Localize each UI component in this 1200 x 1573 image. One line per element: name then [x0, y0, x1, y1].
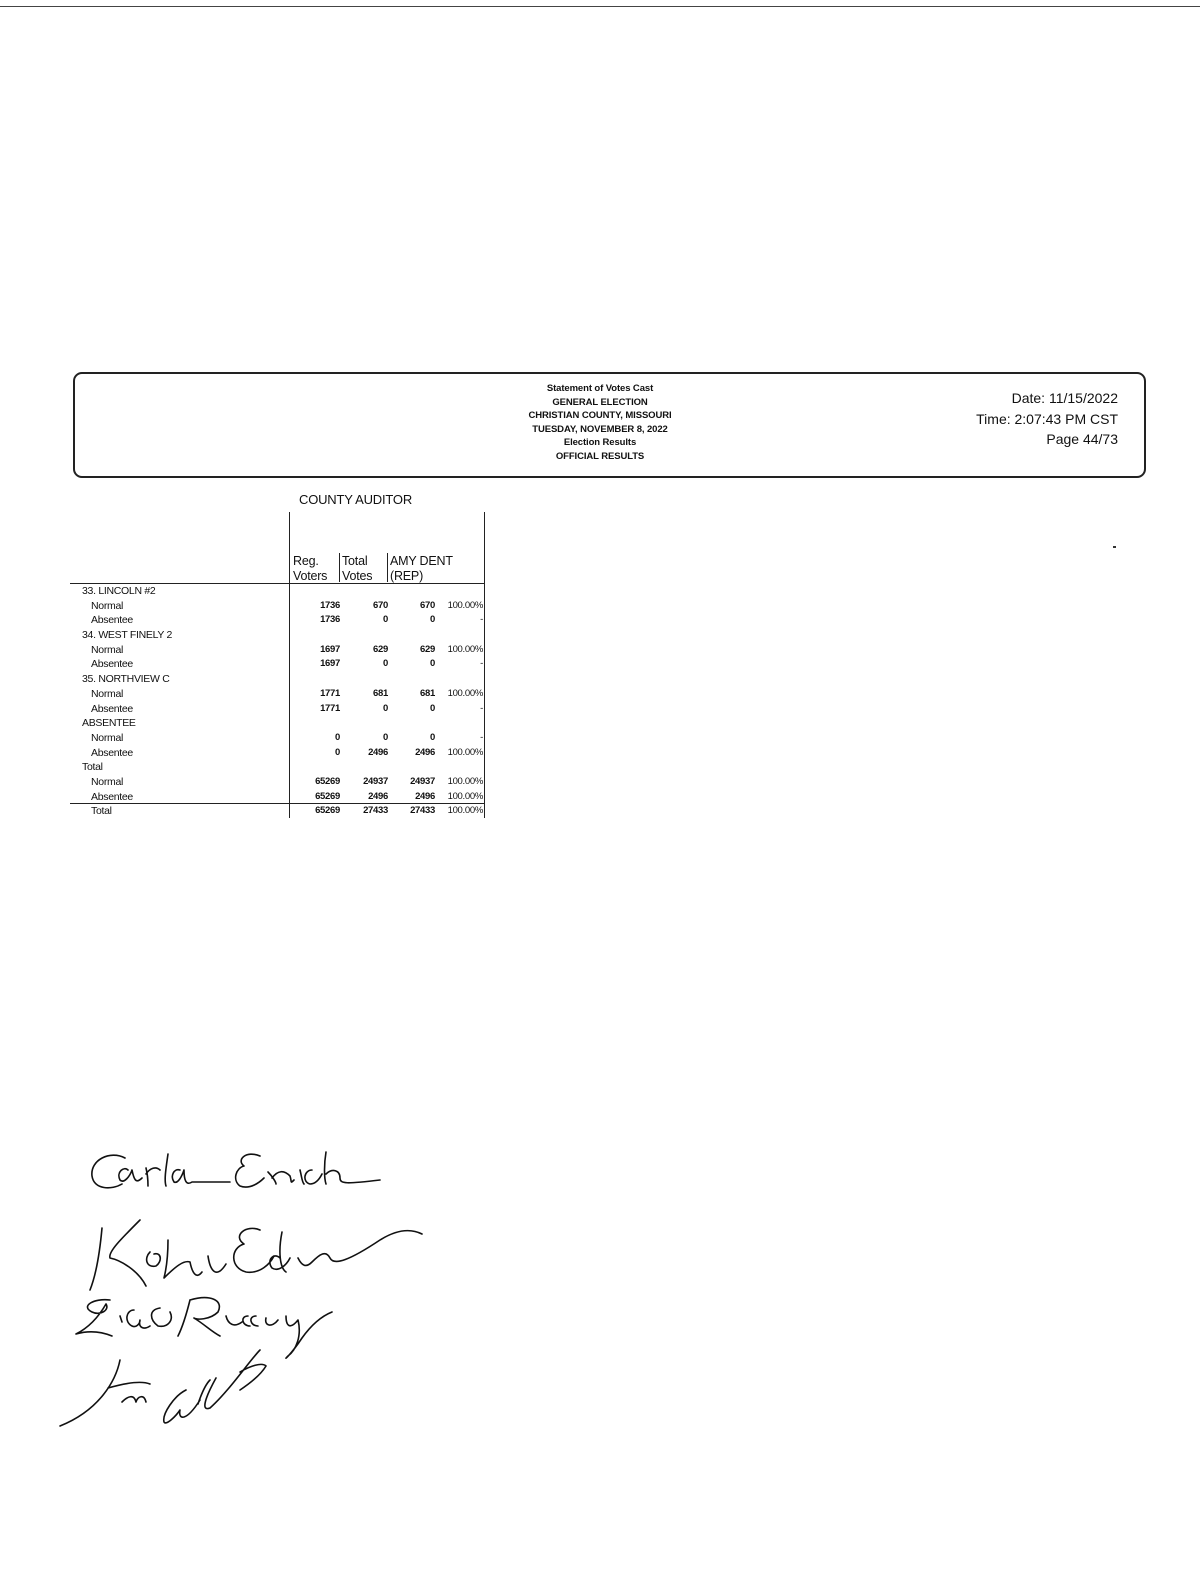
row-label: 35. NORTHVIEW C: [82, 673, 170, 686]
candidate-votes-cell: 0: [430, 731, 435, 743]
candidate-votes-cell: 629: [420, 643, 435, 655]
candidate-percent-cell: -: [480, 702, 483, 714]
heading-line-5: Election Results: [563, 437, 637, 449]
column-header-reg-voters: [293, 554, 327, 583]
row-label: ABSENTEE: [82, 717, 136, 730]
row-label: Absentee: [91, 614, 133, 627]
precinct-row: [70, 760, 485, 775]
candidate-percent-cell: 100.00%: [447, 599, 483, 611]
total-votes-cell: 681: [373, 687, 388, 699]
table-row: [70, 702, 485, 717]
row-label: Absentee: [91, 746, 133, 759]
candidate-votes-cell: 24937: [410, 775, 435, 787]
reg-voters-cell: 1697: [320, 658, 340, 670]
reg-voters-cell: 1736: [320, 599, 340, 611]
signature-1: [92, 1152, 380, 1188]
column-header-total-votes: [342, 554, 372, 583]
report-time: Time: 2:07:43 PM CST: [976, 410, 1118, 427]
row-label: Normal: [91, 731, 124, 744]
reg-voters-cell: 65269: [315, 805, 340, 817]
heading-line-4: TUESDAY, NOVEMBER 8, 2022: [532, 423, 668, 435]
reg-voters-cell: 1697: [320, 643, 340, 655]
total-votes-cell: 27433: [363, 805, 388, 817]
candidate-percent-cell: 100.00%: [447, 687, 483, 699]
candidate-percent-cell: -: [480, 658, 483, 670]
row-label: Absentee: [91, 790, 133, 803]
contest-title: COUNTY AUDITOR: [299, 492, 413, 507]
candidate-percent-cell: 100.00%: [447, 790, 483, 802]
table-row: [70, 613, 485, 628]
report-meta: [976, 388, 1118, 450]
reg-voters-cell: 0: [335, 731, 340, 743]
heading-line-2: GENERAL ELECTION: [552, 396, 648, 408]
candidate-percent-cell: 100.00%: [447, 643, 483, 655]
grand-total-row: [70, 804, 485, 819]
precinct-row: [70, 584, 485, 599]
precinct-row: [70, 716, 485, 731]
table-row: [70, 746, 485, 761]
total-votes-cell: 0: [383, 731, 388, 743]
precinct-row: [70, 672, 485, 687]
row-label: 33. LINCOLN #2: [82, 585, 156, 597]
candidate-percent-cell: -: [480, 731, 483, 743]
row-label: Normal: [91, 775, 124, 788]
heading-line-6: OFFICIAL RESULTS: [555, 450, 645, 462]
reg-voters-cell: 65269: [315, 775, 340, 787]
total-votes-cell: 670: [373, 599, 388, 611]
row-label: Normal: [91, 687, 124, 700]
reg-voters-cell: 0: [335, 746, 340, 758]
total-votes-cell: 24937: [363, 775, 388, 787]
candidate-votes-cell: 2496: [415, 746, 435, 758]
report-heading: [475, 382, 725, 464]
report-date: Date: 11/15/2022: [1011, 390, 1118, 406]
column-header-line: AMY DENT: [390, 554, 453, 568]
table-row: [70, 775, 485, 790]
total-votes-cell: 2496: [368, 746, 388, 758]
reg-voters-cell: 1771: [320, 687, 340, 699]
candidate-votes-cell: 2496: [415, 790, 435, 802]
top-rule: [0, 6, 1200, 7]
table-row: [70, 731, 485, 746]
row-label: Total: [82, 761, 103, 774]
total-votes-cell: 0: [383, 702, 388, 714]
column-header-line: Voters: [293, 568, 328, 583]
table-row: [70, 657, 485, 672]
candidate-votes-cell: 670: [420, 599, 435, 611]
reg-voters-cell: 65269: [315, 790, 340, 802]
row-label: Absentee: [91, 658, 133, 671]
signature-drawing: [50, 1140, 450, 1440]
column-header-line: Reg.: [293, 554, 319, 568]
candidate-votes-cell: 681: [420, 687, 435, 699]
scan-speck: [1113, 546, 1116, 548]
candidate-percent-cell: 100.00%: [447, 805, 483, 817]
column-header-candidate: [390, 554, 453, 583]
row-label: Total: [91, 805, 112, 818]
column-header-line: Votes: [342, 568, 373, 583]
table-row: [70, 687, 485, 702]
total-votes-cell: 0: [383, 658, 388, 670]
report-header: [73, 372, 1146, 478]
candidate-votes-cell: 0: [430, 658, 435, 670]
column-tick-candidate: [387, 553, 388, 582]
candidate-votes-cell: 27433: [410, 805, 435, 817]
total-votes-cell: 2496: [368, 790, 388, 802]
total-votes-cell: 0: [383, 614, 388, 626]
row-label: Normal: [91, 643, 124, 656]
results-table-body: [70, 584, 485, 819]
precinct-row: [70, 628, 485, 643]
table-row: [70, 790, 485, 805]
reg-voters-cell: 1771: [320, 702, 340, 714]
column-header-line: Total: [342, 554, 368, 568]
signature-4: [60, 1350, 266, 1426]
signatures: [50, 1140, 450, 1440]
signature-3: [76, 1298, 332, 1359]
column-header-line: (REP): [390, 568, 424, 583]
candidate-percent-cell: 100.00%: [447, 775, 483, 787]
candidate-percent-cell: -: [480, 614, 483, 626]
row-label: Normal: [91, 599, 124, 612]
page-number: Page 44/73: [1046, 431, 1118, 447]
row-label: Absentee: [91, 702, 133, 715]
candidate-votes-cell: 0: [430, 702, 435, 714]
reg-voters-cell: 1736: [320, 614, 340, 626]
signature-2: [90, 1220, 422, 1290]
candidate-votes-cell: 0: [430, 614, 435, 626]
heading-line-1: Statement of Votes Cast: [546, 383, 654, 394]
table-row: [70, 599, 485, 614]
row-label: 34. WEST FINELY 2: [82, 629, 173, 642]
heading-line-3: CHRISTIAN COUNTY, MISSOURI: [528, 410, 672, 422]
table-row: [70, 643, 485, 658]
column-tick-total: [339, 553, 340, 582]
total-votes-cell: 629: [373, 643, 388, 655]
candidate-percent-cell: 100.00%: [447, 746, 483, 758]
